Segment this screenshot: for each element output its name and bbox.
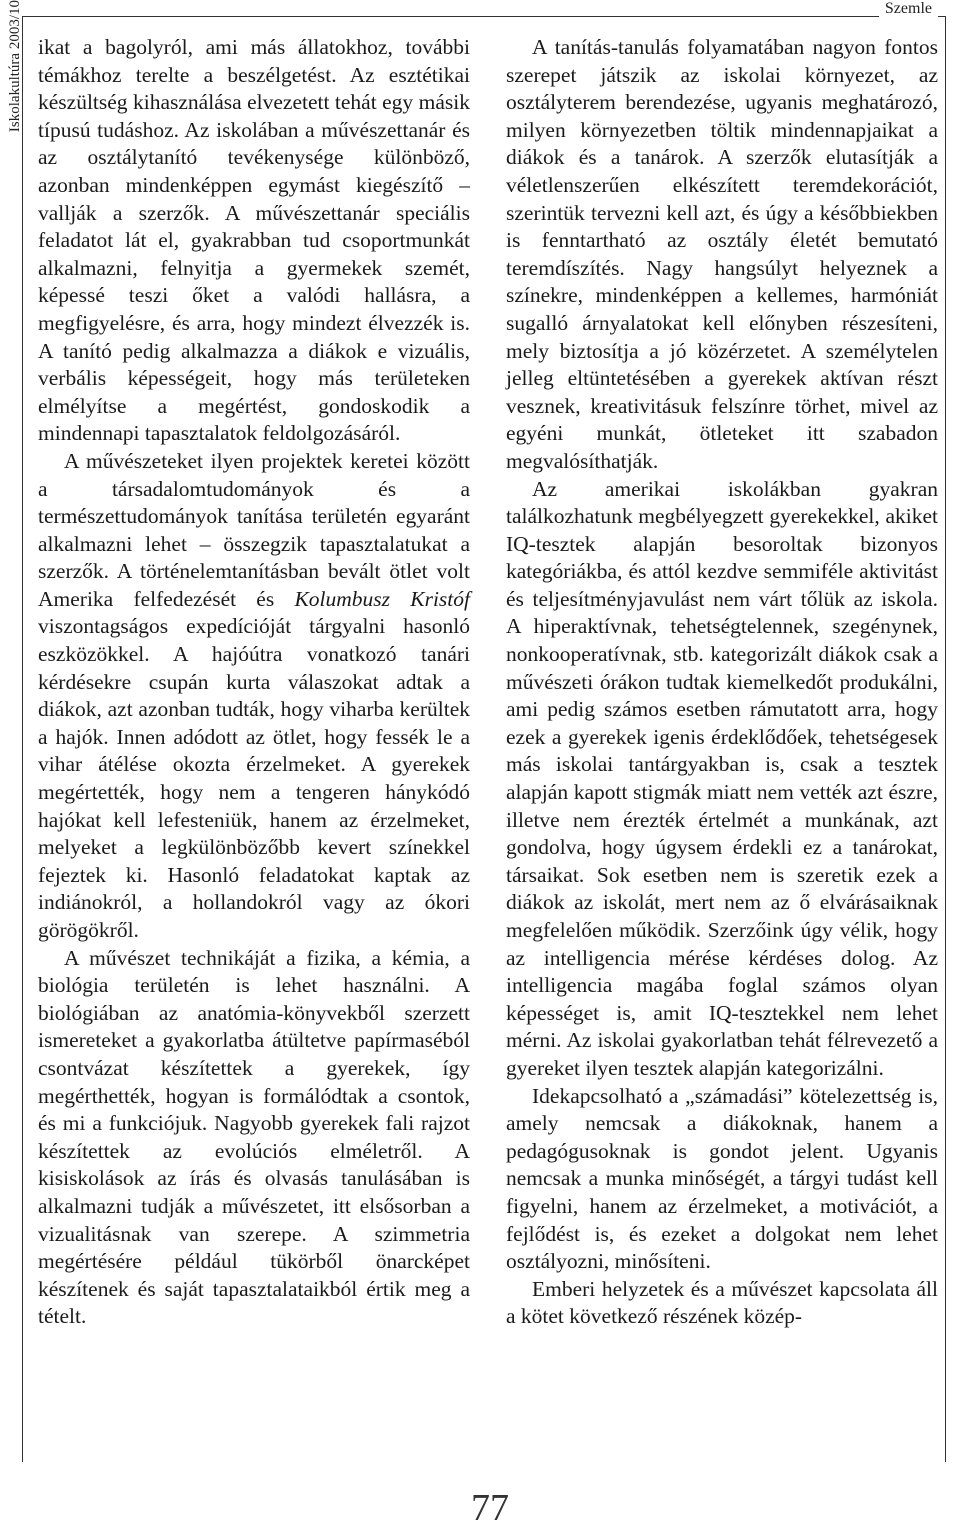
left-paragraph-2-italic-name: Kolumbusz Kristóf [294, 586, 470, 611]
right-paragraph-2: Az amerikai iskolákban gyakran találkozhatunk megbélyegzett gyerekekkel, akiket IQ-tesztek alapján besoroltak bizonyos kategóriákba, és attól kezdve semmiféle aktivitást és teljesítményjavulást nem várt tőlük az iskola. A hiperaktívnak, tehetségtelennek, szegénynek, nonkooperatívnak, stb. kategorizált diákok csak a művészeti órákon tudtak kiemelkedőt produkálni, ami pedig számos esetben rámutatott arra, hogy ezek a gyerekek igenis érdeklődőek, tehetségesek más iskolai tantárgyakban is, csak a tesztek alapján kapott stigmák miatt nem vették azt észre, illetve nem érezték értelmét a munkának, azt gondolva, hogy úgysem érdekli ez a tanárokat, társaikat. Sok esetben nem is szeretik ezek a diákok az iskolát, mert nem az ő elvárásaiknak megfelelően működik. Szerzőink úgy vélik, hogy az intelligencia mérése kérdéses dolog. Az intelligencia magába foglal számos olyan képességet is, amit IQ-tesztekkel nem lehet mérni. Az iskolai gyakorlatban tehát félrevezető a gyereket ilyen tesztek alapján kategorizálni. [506, 476, 938, 1080]
right-paragraph-4: Emberi helyzetek és a művészet kapcsolata áll a kötet következő részének közép- [506, 1276, 938, 1329]
left-text-column [38, 34, 470, 1331]
left-paragraph-3: A művészet technikáját a fizika, a kémia, a biológia területén is lehet használni. A biológiában az anatómia-könyvekből szerzett ismereteket a gyakorlatba átültetve papírmaséból csontvázat készítettek a gyerekek, így megérthették, hogyan is formálódtak a csontok, és mi a funkciójuk. Nagyobb gyerekek fali rajzot készítettek az evolúciós elméletről. A kisiskolások az írás és olvasás tanulásában is alkalmazni tudják a művészetet, itt elsősorban a vizualitásnak van szerepe. A szimmetria megértésére például tükörből önarcképet készítenek és saját tapasztalataikból értik meg a tételt. [38, 945, 470, 1329]
running-head-text: Iskolakultúra 2003/10 [6, 0, 23, 133]
running-head [0, 0, 30, 260]
right-paragraph-1: A tanítás-tanulás folyamatában nagyon fontos szerepet játszik az iskolai környezet, az osztályterem berendezése, ugyanis meghatározó, milyen környezetben töltik mindennapjaikat a diákok és a tanárok. A szerzők elutasítják a véletlenszerűen elkészített teremdekorációt, szerintük tervezni kell azt, és úgy a későbbiekben is fenntartható az osztály életét bemutató teremdíszítés. Nagy hangsúlyt helyeznek a színekre, mindenképpen a kellemes, harmóniát sugalló árnyalatokat kell előnyben részesíteni, mely biztosítja a jó közérzetet. A személytelen jelleg eltüntetésében a gyerekek aktívan részt vesznek, kreativitásuk felszínre törhet, mivel az egyéni munkát, ötleteket itt szabadon megvalósíthatják. [506, 35, 938, 473]
left-paragraph-2-text-b: viszontagságos expedícióját tárgyalni hasonló eszközökkel. A hajóútra vonatkozó tanári kérdésekre csupán kurta válaszokat adtak a diákok, azt azonban tudták, hogy viharba kerültek a hajók. Innen adódott az ötlet, hogy fessék le a vihar átélése okozta érzelmeket. A gyerekek megértették, hogy nem a tengeren hánykódó hajókat kell lefesteniük, hanem az érzelmeket, melyeket a legkülönbözőbb kevert színekkel fejeztek ki. Hasonló feladatokat kaptak az indiánokról, a hollandokról vagy az ókori görögökről. [38, 614, 470, 942]
section-label: Szemle [879, 0, 938, 18]
left-vertical-rule [22, 16, 23, 1462]
page-number: 77 [471, 1487, 509, 1529]
left-paragraph-2 [38, 448, 470, 945]
top-horizontal-rule [22, 16, 946, 17]
right-vertical-rule [945, 16, 946, 1462]
right-text-column [506, 34, 938, 1331]
left-paragraph-2-text-a: A művészeteket ilyen projektek keretei között a társadalomtudományok és a természettudományok tanítása területén egyaránt alkalmazni lehet – összegzik tapasztalatukat a szerzők. A történelemtanításban bevált ötlet volt Amerika felfedezését és [38, 448, 470, 611]
right-paragraph-3: Idekapcsolható a „számadási” kötelezettség is, amely nemcsak a diákoknak, hanem a pedagógusoknak is gondot jelent. Ugyanis nemcsak a munka minőségét, a tárgyi tudást kell figyelni, hanem az érzelmeket, a motivációt, a fejlődést is, és ezeket a dolgokat nem lehet osztályozni, minősíteni. [506, 1083, 938, 1274]
left-paragraph-1: ikat a bagolyról, ami más állatokhoz, további témákhoz terelte a beszélgetést. Az esztétikai készültség kihasználása elvezetett tehát egy másik típusú tudáshoz. Az iskolában a művészettanár és az osztálytanító tevékenysége különböző, azonban mindenképpen egymást kiegészítő – vallják a szerzők. A művészettanár speciális feladatot lát el, gyakrabban tud csoportmunkát alkalmazni, felnyitja a gyermekek szemét, képessé teszi őket a valódi hallásra, a megfigyelésre, és arra, hogy mindezt élvezzék is. A tanító pedig alkalmazza a diákok e vizuális, verbális képességeit, hogy más területeken elmélyítse a megértést, gondoskodik a mindennapi tapasztalatok feldolgozásáról. [38, 35, 470, 446]
